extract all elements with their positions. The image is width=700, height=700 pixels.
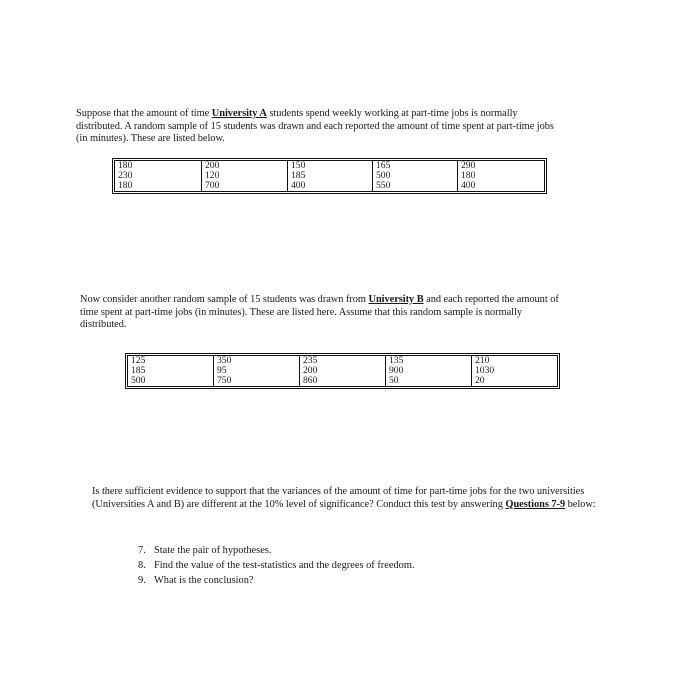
table-cell: 400 [288,181,373,192]
university-b-data-table [127,355,558,387]
question-text: State the pair of hypotheses. [154,545,272,556]
table-cell: 185 [128,366,214,376]
table-cell: 135 [386,356,472,367]
list-item [138,558,415,573]
question-text: What is the conclusion? [154,575,254,586]
table-cell: 700 [202,181,288,192]
table-cell: 185 [288,171,373,181]
table-row [115,161,545,172]
questions-reference: Questions 7-9 [505,498,566,510]
table-cell: 210 [472,356,558,367]
question-before: Is there sufficient evidence to support that the variances of the amount of time for part-time jobs for the two universities (Universities A and B) are different at the 10% level of significance? Conduct this test by answering [92,486,585,510]
list-item [138,573,415,588]
table-cell: 180 [115,161,202,172]
table-cell: 120 [202,171,288,181]
table-row [128,376,558,387]
table-cell: 750 [214,376,300,387]
table-cell: 400 [458,181,545,192]
question-number: 8. [138,560,146,571]
table-cell: 500 [128,376,214,387]
table-cell: 20 [472,376,558,387]
intro-b-before: Now consider another random sample of 15 students was drawn from [80,294,369,305]
question-number: 7. [138,545,146,556]
table-cell: 95 [214,366,300,376]
table-cell: 180 [458,171,545,181]
table-cell: 230 [115,171,202,181]
table-cell: 200 [202,161,288,172]
list-item [138,543,415,558]
university-b-label: University B [368,294,424,305]
university-a-label: University A [211,108,267,119]
table-cell: 200 [300,366,386,376]
question-text: Find the value of the test-statistics and the degrees of freedom. [154,560,415,571]
question-paragraph [92,486,612,511]
table-cell: 500 [373,171,458,181]
table-cell: 125 [128,356,214,367]
university-a-data-table [114,160,545,192]
table-cell: 550 [373,181,458,192]
intro-paragraph-university-a [76,108,556,146]
intro-a-before: Suppose that the amount of time [76,108,212,119]
intro-b-after: and each reported the amount of time spent at part-time jobs (in minutes). These are listed here. Assume that this random sample is normally distributed. [80,294,559,331]
table-row [115,181,545,192]
intro-paragraph-university-b [80,294,560,332]
table-cell: 1030 [472,366,558,376]
table-row [115,171,545,181]
table-cell: 150 [288,161,373,172]
table-cell: 50 [386,376,472,387]
question-number: 9. [138,575,146,586]
table-cell: 180 [115,181,202,192]
table-cell: 860 [300,376,386,387]
table-cell: 290 [458,161,545,172]
table-cell: 165 [373,161,458,172]
intro-a-after: students spend weekly working at part-time jobs is normally distributed. A random sample of 15 students was drawn and each reported the amount of time spent at part-time jobs (in minutes). These are listed below. [76,108,554,145]
question-list [138,543,415,588]
question-after: below: [565,498,596,510]
table-cell: 900 [386,366,472,376]
table-row [128,366,558,376]
table-cell: 350 [214,356,300,367]
table-cell: 235 [300,356,386,367]
